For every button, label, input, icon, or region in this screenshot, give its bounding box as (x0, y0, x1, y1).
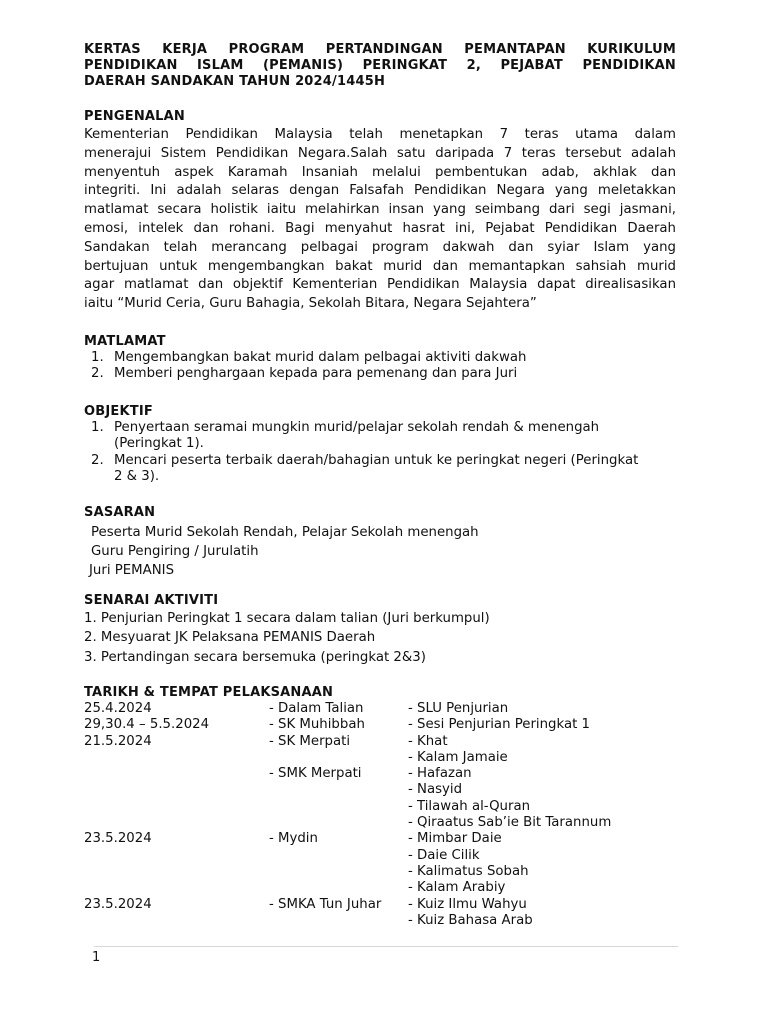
list-number: 2. (91, 452, 104, 468)
section-heading-sasaran: SASARAN (84, 504, 156, 520)
list-text: Penyertaan seramai mungkin murid/pelajar sekolah rendah & menengah (114, 419, 600, 435)
schedule-place: - SK Muhibbah (269, 717, 365, 733)
schedule-item: - Daie Cilik (408, 847, 480, 863)
schedule-place: - SMKA Tun Juhar (269, 896, 382, 912)
title-line: KERTAS KERJA PROGRAM PERTANDINGAN PEMANTAPAN KURIKULUM (84, 42, 676, 57)
schedule-place: - SK Merpati (269, 733, 351, 749)
list-text: Mengembangkan bakat murid dalam pelbagai aktiviti dakwah (114, 349, 527, 365)
paragraph-line: integriti. Ini adalah selaras dengan Falsafah Pendidikan Negara yang meletakkan (84, 183, 676, 199)
schedule-table (84, 701, 676, 929)
schedule-item: - Qiraatus Sab’ie Bit Tarannum (408, 815, 612, 831)
paragraph-line: menyentuh aspek Karamah Insaniah melalui pembentukan adab, akhlak dan (84, 164, 676, 180)
paragraph-line: menerajui Sistem Pendidikan Negara.Salah satu daripada 7 teras tersebut adalah (84, 145, 676, 161)
section-heading-pengenalan: PENGENALAN (84, 109, 186, 124)
schedule-item: - Kalam Jamaie (408, 749, 508, 765)
schedule-date: 29,30.4 – 5.5.2024 (84, 717, 210, 733)
schedule-place: - Mydin (269, 831, 318, 847)
list-item: Guru Pengiring / Jurulatih (91, 543, 259, 559)
list-item: Juri PEMANIS (89, 562, 175, 578)
list-number: 1. (91, 349, 104, 365)
sasaran-list (84, 523, 676, 580)
schedule-item: - Mimbar Daie (408, 831, 502, 847)
footer-divider (94, 946, 678, 947)
schedule-item: - Kuiz Bahasa Arab (408, 912, 533, 928)
section-heading-objektif: OBJEKTIF (84, 403, 153, 419)
schedule-item: - SLU Penjurian (408, 700, 509, 716)
list-item: Peserta Murid Sekolah Rendah, Pelajar Sekolah menengah (91, 524, 479, 540)
paragraph-line: emosi, intelek dan rohani. Bagi menyahut hasrat ini, Pejabat Pendidikan Daerah (84, 220, 676, 236)
schedule-date: 23.5.2024 (84, 831, 152, 847)
list-item: 1. Penjurian Peringkat 1 secara dalam talian (Juri berkumpul) (84, 610, 490, 626)
title-line: PENDIDIKAN ISLAM (PEMANIS) PERINGKAT 2, PEJABAT PENDIDIKAN (84, 58, 676, 73)
document-body (84, 42, 676, 929)
paragraph-line: Kementerian Pendidikan Malaysia telah menetapkan 7 teras utama dalam (84, 127, 676, 142)
schedule-date: 23.5.2024 (84, 896, 152, 912)
paragraph-line: iaitu “Murid Ceria, Guru Bahagia, Sekolah Bitara, Negara Sejahtera” (84, 296, 537, 312)
list-text: (Peringkat 1). (114, 436, 204, 452)
matlamat-list (84, 350, 676, 383)
list-number: 2. (91, 366, 104, 382)
schedule-item: - Nasyid (408, 782, 463, 798)
aktiviti-list (84, 609, 676, 667)
paragraph-line: Sandakan telah merancang pelbagai program dakwah dan syiar Islam yang (84, 239, 676, 255)
list-text: 2 & 3). (114, 469, 160, 485)
list-item (84, 350, 676, 367)
document-title (84, 42, 676, 90)
list-item: 3. Pertandingan secara bersemuka (peringkat 2&3) (84, 649, 426, 665)
schedule-item: - Tilawah al-Quran (408, 798, 531, 814)
section-heading-jadual: TARIKH & TEMPAT PELAKSANAAN (84, 684, 334, 700)
list-item (84, 453, 676, 486)
list-text: Memberi penghargaan kepada para pemenang dan para Juri (114, 366, 518, 382)
list-item: 2. Mesyuarat JK Pelaksana PEMANIS Daerah (84, 629, 376, 645)
paragraph-line: bertujuan untuk mengembangkan bakat murid dan memantapkan sahsiah murid (84, 258, 676, 274)
section-heading-matlamat: MATLAMAT (84, 333, 166, 349)
schedule-place: - SMK Merpati (269, 766, 362, 782)
list-item (84, 420, 676, 453)
schedule-item: - Kalimatus Sobah (408, 863, 529, 879)
list-number: 1. (91, 419, 104, 435)
schedule-item: - Sesi Penjurian Peringkat 1 (408, 717, 591, 733)
list-text: Mencari peserta terbaik daerah/bahagian untuk ke peringkat negeri (Peringkat (114, 452, 639, 468)
paragraph-line: agar matlamat dan objektif Kementerian Pendidikan Malaysia dapat direalisasikan (84, 277, 676, 293)
schedule-date: 21.5.2024 (84, 733, 152, 749)
schedule-item: - Khat (408, 733, 448, 749)
schedule-item: - Hafazan (408, 766, 472, 782)
schedule-place: - Dalam Talian (269, 700, 364, 716)
schedule-item: - Kalam Arabiy (408, 880, 506, 896)
objektif-list (84, 420, 676, 486)
title-line: DAERAH SANDAKAN TAHUN 2024/1445H (84, 74, 386, 89)
list-item (84, 366, 676, 383)
schedule-date: 25.4.2024 (84, 700, 152, 716)
paragraph-line: matlamat secara holistik iaitu melahirkan insan yang seimbang dari segi jasmani, (84, 202, 676, 218)
page-number: 1 (92, 950, 101, 965)
section-heading-aktiviti: SENARAI AKTIVITI (84, 592, 219, 608)
pengenalan-paragraph (84, 126, 676, 314)
schedule-item: - Kuiz Ilmu Wahyu (408, 896, 527, 912)
